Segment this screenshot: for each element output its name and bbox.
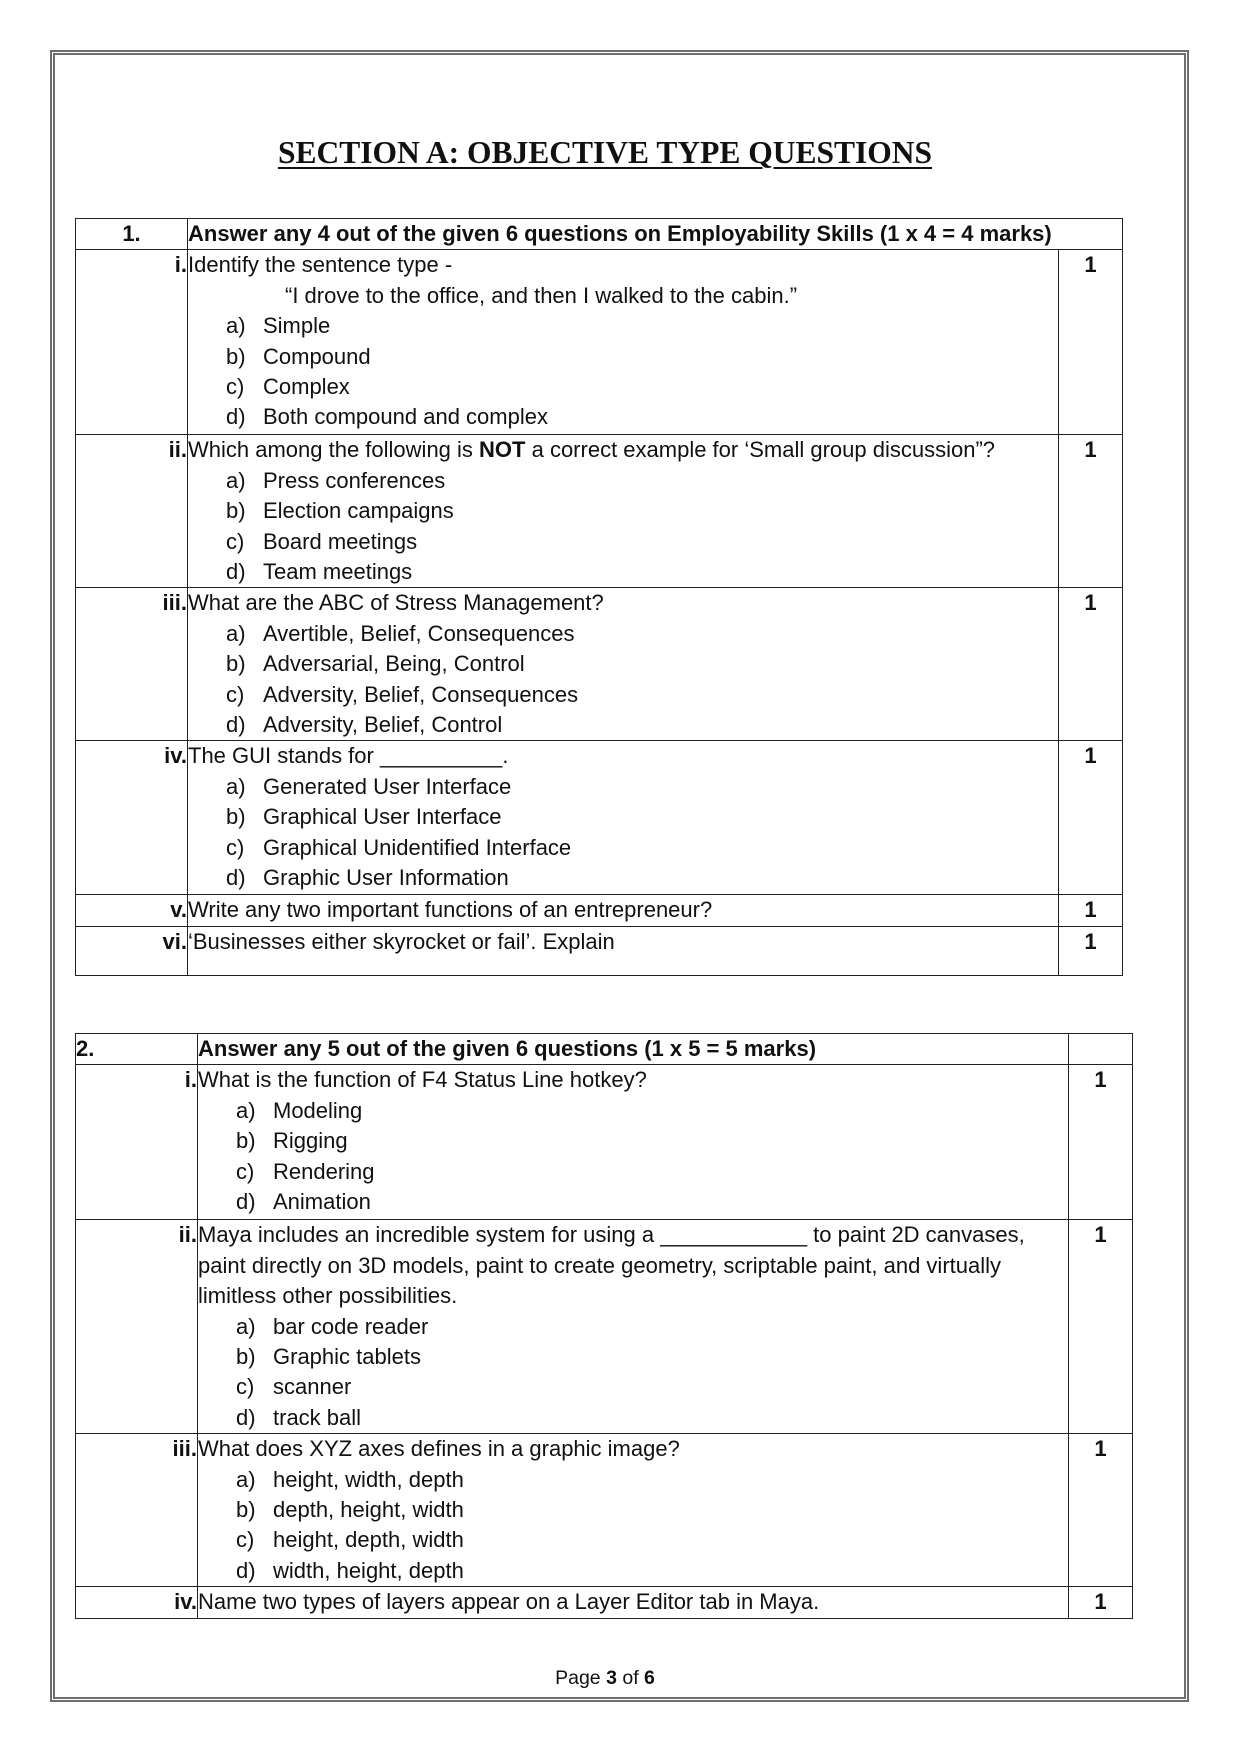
question-row bbox=[76, 435, 1123, 588]
option-d bbox=[198, 1187, 1068, 1217]
question-row bbox=[76, 1587, 1133, 1619]
option-letter: b) bbox=[236, 1344, 256, 1370]
option-letter: b) bbox=[226, 498, 246, 524]
option-b bbox=[188, 496, 1058, 526]
option-text: scanner bbox=[273, 1374, 352, 1400]
marks-cell: 1 bbox=[1069, 1065, 1133, 1220]
option-text: Election campaigns bbox=[263, 498, 454, 524]
marks-cell: 1 bbox=[1059, 927, 1123, 976]
option-text: Adversity, Belief, Control bbox=[263, 712, 503, 738]
option-text: Both compound and complex bbox=[263, 404, 548, 430]
marks-cell: 1 bbox=[1069, 1587, 1133, 1619]
option-letter: d) bbox=[236, 1189, 256, 1215]
option-text: Board meetings bbox=[263, 528, 418, 554]
option-letter: b) bbox=[226, 343, 246, 369]
option-text: Simple bbox=[263, 313, 331, 339]
question-number: i. bbox=[76, 250, 188, 435]
option-letter: c) bbox=[236, 1527, 255, 1553]
section-2-header-row bbox=[76, 1034, 1133, 1065]
page-label: Page bbox=[555, 1667, 601, 1689]
question-number: vi. bbox=[76, 927, 188, 976]
option-d bbox=[188, 710, 1058, 740]
question-text-end: a correct example for ‘Small group discussion”? bbox=[525, 437, 996, 463]
option-b bbox=[188, 649, 1058, 679]
option-letter: b) bbox=[236, 1128, 256, 1154]
option-letter: c) bbox=[226, 374, 245, 400]
marks-cell: 1 bbox=[1059, 588, 1123, 741]
option-text: Generated User Interface bbox=[263, 773, 512, 799]
option-text: bar code reader bbox=[273, 1313, 429, 1339]
question-number: i. bbox=[76, 1065, 198, 1220]
option-letter: d) bbox=[226, 404, 246, 430]
option-a bbox=[188, 466, 1058, 496]
question-number: iii. bbox=[76, 1434, 198, 1587]
question-text-emphasis: NOT bbox=[479, 437, 526, 463]
option-b bbox=[188, 802, 1058, 832]
option-d bbox=[198, 1556, 1068, 1586]
section-number: 2. bbox=[76, 1034, 198, 1065]
option-text: Team meetings bbox=[263, 559, 413, 585]
option-text: Rendering bbox=[273, 1158, 375, 1184]
option-letter: a) bbox=[236, 1097, 256, 1123]
question-number: ii. bbox=[76, 1220, 198, 1434]
question-text: What is the function of F4 Status Line hotkey? bbox=[198, 1067, 647, 1093]
option-text: depth, height, width bbox=[273, 1497, 464, 1523]
marks-cell: 1 bbox=[1059, 435, 1123, 588]
option-text: Graphical Unidentified Interface bbox=[263, 834, 572, 860]
option-text: height, width, depth bbox=[273, 1466, 464, 1492]
option-text: Graphic User Information bbox=[263, 865, 509, 891]
section-title: SECTION A: OBJECTIVE TYPE QUESTIONS bbox=[277, 135, 933, 170]
option-letter: c) bbox=[236, 1374, 255, 1400]
option-letter: c) bbox=[226, 834, 245, 860]
question-text: Name two types of layers appear on a Layer Editor tab in Maya. bbox=[198, 1587, 1069, 1619]
option-d bbox=[198, 1403, 1068, 1433]
option-letter: a) bbox=[236, 1313, 256, 1339]
option-d bbox=[188, 402, 1058, 432]
option-letter: a) bbox=[226, 467, 246, 493]
option-a bbox=[198, 1465, 1068, 1495]
section-1-header-row bbox=[76, 219, 1123, 250]
question-number: v. bbox=[76, 895, 188, 927]
section-instruction: Answer any 4 out of the given 6 questions on Employability Skills (1 x 4 = 4 marks) bbox=[188, 219, 1123, 250]
question-number: iv. bbox=[76, 1587, 198, 1619]
option-letter: d) bbox=[236, 1404, 256, 1430]
question-text: ‘Businesses either skyrocket or fail’. Explain bbox=[188, 927, 1059, 976]
question-text: What does XYZ axes defines in a graphic image? bbox=[198, 1436, 680, 1462]
option-letter: d) bbox=[236, 1557, 256, 1583]
section-number: 1. bbox=[76, 219, 188, 250]
option-a bbox=[198, 1312, 1068, 1342]
option-text: Modeling bbox=[273, 1097, 363, 1123]
marks-header-cell bbox=[1069, 1034, 1133, 1065]
question-cell bbox=[198, 1065, 1069, 1220]
option-a bbox=[188, 619, 1058, 649]
option-letter: d) bbox=[226, 865, 246, 891]
option-letter: a) bbox=[226, 620, 246, 646]
option-c bbox=[188, 833, 1058, 863]
option-letter: d) bbox=[226, 712, 246, 738]
question-row bbox=[76, 741, 1123, 895]
question-row bbox=[76, 1434, 1133, 1587]
option-letter: c) bbox=[226, 681, 245, 707]
question-number: iii. bbox=[76, 588, 188, 741]
marks-cell: 1 bbox=[1069, 1434, 1133, 1587]
option-c bbox=[198, 1525, 1068, 1555]
question-row bbox=[76, 250, 1123, 435]
question-quote: “I drove to the office, and then I walked to the cabin.” bbox=[285, 282, 798, 308]
question-cell bbox=[198, 1220, 1069, 1434]
option-text: Complex bbox=[263, 374, 350, 400]
question-text: The GUI stands for __________. bbox=[188, 743, 509, 769]
option-letter: a) bbox=[236, 1466, 256, 1492]
option-b bbox=[188, 342, 1058, 372]
option-b bbox=[198, 1342, 1068, 1372]
page-number: 3 bbox=[606, 1667, 617, 1689]
question-row bbox=[76, 1065, 1133, 1220]
option-letter: b) bbox=[226, 804, 246, 830]
option-letter: c) bbox=[236, 1158, 255, 1184]
option-text: Rigging bbox=[273, 1128, 348, 1154]
option-c bbox=[198, 1157, 1068, 1187]
question-cell bbox=[188, 588, 1059, 741]
option-letter: c) bbox=[226, 528, 245, 554]
question-row bbox=[76, 588, 1123, 741]
question-text bbox=[188, 435, 1058, 465]
option-c bbox=[188, 680, 1058, 710]
option-text: Graphical User Interface bbox=[263, 804, 502, 830]
question-row bbox=[76, 1220, 1133, 1434]
option-text: Compound bbox=[263, 343, 371, 369]
marks-cell: 1 bbox=[1059, 895, 1123, 927]
option-a bbox=[188, 772, 1058, 802]
option-text: Graphic tablets bbox=[273, 1344, 421, 1370]
question-text: Maya includes an incredible system for using a ____________ to paint 2D canvases, paint directly on 3D models, paint to create geometry, scriptable paint, and virtually limitless other possibilities. bbox=[198, 1222, 1025, 1309]
question-text: Identify the sentence type - bbox=[188, 252, 453, 278]
of-label: of bbox=[622, 1667, 639, 1689]
option-text: Adversarial, Being, Control bbox=[263, 651, 525, 677]
option-d bbox=[188, 863, 1058, 893]
option-text: width, height, depth bbox=[273, 1557, 464, 1583]
question-number: iv. bbox=[76, 741, 188, 895]
option-text: Avertible, Belief, Consequences bbox=[263, 620, 575, 646]
question-cell bbox=[188, 250, 1059, 435]
option-letter: a) bbox=[226, 773, 246, 799]
question-text-start: Which among the following is bbox=[188, 437, 480, 463]
question-text: What are the ABC of Stress Management? bbox=[188, 590, 604, 616]
question-text: Write any two important functions of an entrepreneur? bbox=[188, 895, 1059, 927]
option-letter: b) bbox=[226, 651, 246, 677]
page-footer bbox=[75, 1665, 1135, 1691]
option-text: Adversity, Belief, Consequences bbox=[263, 681, 579, 707]
option-c bbox=[198, 1372, 1068, 1402]
section-1-table bbox=[75, 218, 1123, 976]
option-text: height, depth, width bbox=[273, 1527, 464, 1553]
section-instruction: Answer any 5 out of the given 6 questions (1 x 5 = 5 marks) bbox=[198, 1034, 1069, 1065]
option-text: Press conferences bbox=[263, 467, 446, 493]
option-a bbox=[188, 311, 1058, 341]
question-row bbox=[76, 927, 1123, 976]
marks-cell: 1 bbox=[1059, 250, 1123, 435]
option-a bbox=[198, 1096, 1068, 1126]
option-letter: b) bbox=[236, 1497, 256, 1523]
option-d bbox=[188, 557, 1058, 587]
option-text: track ball bbox=[273, 1404, 362, 1430]
option-c bbox=[188, 372, 1058, 402]
marks-cell: 1 bbox=[1069, 1220, 1133, 1434]
section-2-table bbox=[75, 1033, 1133, 1619]
question-cell bbox=[198, 1434, 1069, 1587]
option-b bbox=[198, 1126, 1068, 1156]
option-b bbox=[198, 1495, 1068, 1525]
total-pages: 6 bbox=[644, 1667, 655, 1689]
option-letter: d) bbox=[226, 559, 246, 585]
marks-cell: 1 bbox=[1059, 741, 1123, 895]
question-row bbox=[76, 895, 1123, 927]
option-text: Animation bbox=[273, 1189, 371, 1215]
option-letter: a) bbox=[226, 313, 246, 339]
question-cell bbox=[188, 741, 1059, 895]
option-c bbox=[188, 527, 1058, 557]
question-cell bbox=[188, 435, 1059, 588]
question-number: ii. bbox=[76, 435, 188, 588]
